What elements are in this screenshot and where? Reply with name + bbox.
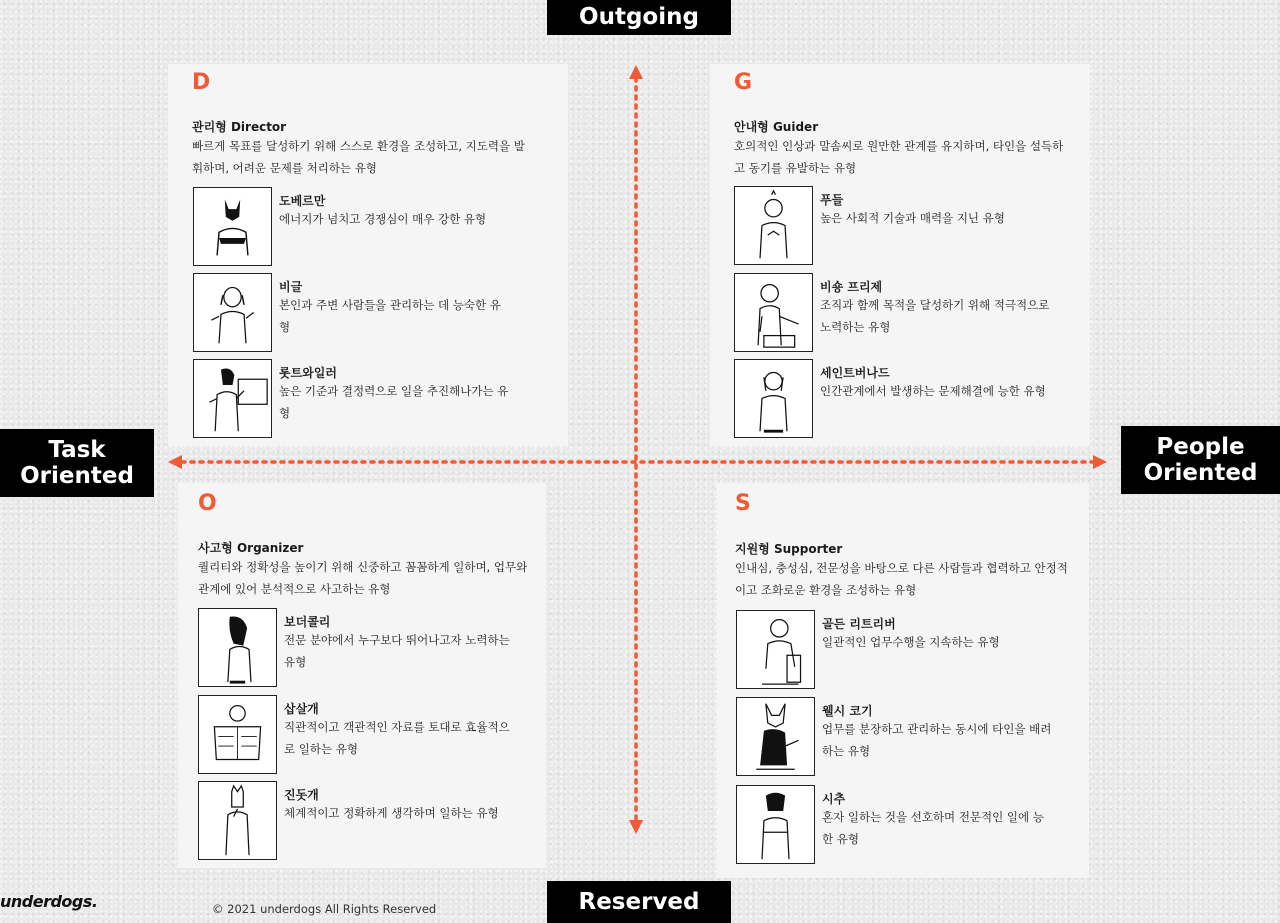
breed-description: 업무를 분장하고 관리하는 동시에 타인을 배려하는 유형 — [822, 722, 1052, 758]
breed-item — [193, 359, 533, 439]
arrow-up — [629, 65, 643, 79]
quadrant-letter: D — [192, 70, 211, 95]
quadrant-letter: S — [735, 491, 751, 516]
breed-name: 도베르만 — [279, 194, 326, 208]
quadrant-letter: G — [734, 70, 753, 95]
breed-item — [198, 781, 538, 861]
breed-item — [734, 273, 1074, 353]
breed-name: 비글 — [279, 280, 303, 294]
dog-illustration — [736, 697, 815, 776]
arrow-down — [629, 820, 643, 834]
underdogs-logo: underdogs. — [0, 892, 98, 911]
breed-description: 에너지가 넘치고 경쟁심이 매우 강한 유형 — [279, 212, 487, 226]
dog-illustration — [734, 186, 813, 265]
breed-item — [193, 273, 533, 353]
breed-description: 인간관계에서 발생하는 문제해결에 능한 유형 — [820, 384, 1046, 398]
dog-illustration — [198, 608, 277, 687]
breed-description: 체계적이고 정확하게 생각하며 일하는 유형 — [284, 806, 499, 820]
breed-item — [736, 785, 1076, 865]
axis-label-task-oriented: Task Oriented — [0, 429, 154, 497]
arrow-right — [1093, 455, 1107, 469]
breed-description: 높은 기준과 결정력으로 일을 추진해나가는 유형 — [279, 384, 509, 420]
breed-description: 조직과 함께 목적을 달성하기 위해 적극적으로 노력하는 유형 — [820, 298, 1050, 334]
dog-illustration — [734, 359, 813, 438]
axis-label-outgoing: Outgoing — [547, 0, 731, 35]
type-title: 지원형 Supporter — [735, 542, 843, 556]
breed-name: 푸들 — [820, 193, 844, 207]
quadrant-supporter — [717, 483, 1089, 878]
dog-illustration — [198, 781, 277, 860]
dog-illustration — [193, 359, 272, 438]
dog-illustration — [193, 273, 272, 352]
breed-description: 높은 사회적 기술과 매력을 지닌 유형 — [820, 211, 1005, 225]
breed-item — [736, 610, 1076, 690]
dog-illustration — [736, 785, 815, 864]
breed-description: 본인과 주변 사람들을 관리하는 데 능숙한 유형 — [279, 298, 501, 334]
breed-name: 롯트와일러 — [279, 366, 337, 380]
dog-illustration — [736, 610, 815, 689]
arrow-left — [168, 455, 182, 469]
breed-item — [193, 187, 533, 267]
breed-name: 보더콜리 — [284, 615, 331, 629]
quadrant-organizer — [178, 483, 546, 868]
breed-description: 전문 분야에서 누구보다 뛰어나고자 노력하는 유형 — [284, 633, 510, 669]
breed-name: 골든 리트리버 — [822, 617, 896, 631]
breed-name: 진돗개 — [284, 788, 319, 802]
type-title: 사고형 Organizer — [198, 541, 304, 555]
breed-item — [736, 697, 1076, 777]
breed-name: 세인트버나드 — [820, 366, 890, 380]
axis-label-reserved: Reserved — [547, 881, 731, 923]
copyright-text: © 2021 underdogs All Rights Reserved — [212, 902, 437, 916]
breed-item — [734, 359, 1074, 439]
breed-name: 삽살개 — [284, 702, 319, 716]
breed-name: 비숑 프리제 — [820, 280, 883, 294]
axis-label-people-oriented: People Oriented — [1121, 426, 1280, 494]
type-title: 관리형 Director — [192, 120, 287, 134]
breed-item — [734, 186, 1074, 266]
quadrant-director — [168, 64, 568, 446]
dog-illustration — [193, 187, 272, 266]
quadrant-guider — [710, 64, 1090, 446]
dog-illustration — [734, 273, 813, 352]
type-description: 호의적인 인상과 말솜씨로 원만한 관계를 유지하며, 타인을 설득하고 동기를 유발하는 유형 — [734, 139, 1064, 175]
breed-name: 웰시 코기 — [822, 704, 873, 718]
breed-description: 일관적인 업무수행을 지속하는 유형 — [822, 635, 1000, 649]
dog-illustration — [198, 695, 277, 774]
breed-name: 시추 — [822, 792, 846, 806]
breed-item — [198, 695, 538, 775]
quadrant-letter: O — [198, 491, 217, 516]
type-description: 퀄리티와 정확성을 높이기 위해 신중하고 꼼꼼하게 일하며, 업무와 관계에 있어 분석적으로 사고하는 유형 — [198, 560, 528, 596]
type-description: 빠르게 목표를 달성하기 위해 스스로 환경을 조성하고, 지도력을 발휘하며, 어려운 문제를 처리하는 유형 — [192, 139, 525, 175]
type-title: 안내형 Guider — [734, 120, 819, 134]
breed-item — [198, 608, 538, 688]
type-description: 인내심, 충성심, 전문성을 바탕으로 다른 사람들과 협력하고 안정적이고 조화로운 환경을 조성하는 유형 — [735, 561, 1068, 597]
breed-description: 혼자 일하는 것을 선호하며 전문적인 일에 능한 유형 — [822, 810, 1044, 846]
breed-description: 직관적이고 객관적인 자료를 토대로 효율적으로 일하는 유형 — [284, 720, 510, 756]
